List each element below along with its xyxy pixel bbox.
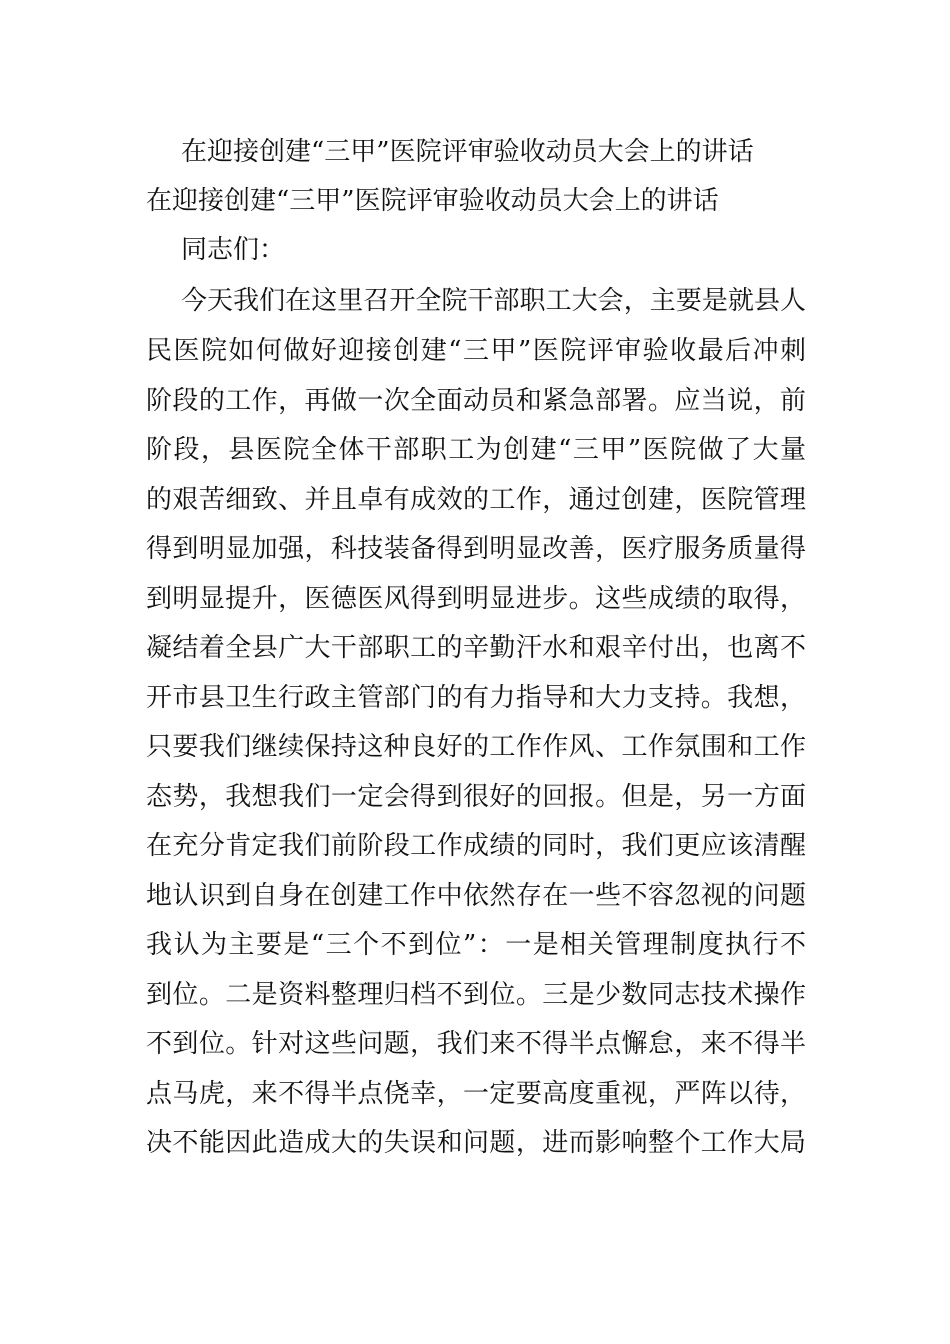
body-line: 开市县卫生行政主管部门的有力指导和大力支持。我想， xyxy=(146,683,806,713)
body-line: 在充分肯定我们前阶段工作成绩的同时，我们更应该清醒 xyxy=(146,831,806,861)
body-line: 决不能因此造成大的失误和问题，进而影响整个工作大局 xyxy=(146,1128,806,1158)
body-line: 态势，我想我们一定会得到很好的回报。但是，另一方面 xyxy=(146,782,806,812)
document-title: 在迎接创建“三甲”医院评审验收动员大会上的讲话 xyxy=(181,137,754,167)
body-line: 的艰苦细致、并且卓有成效的工作，通过创建，医院管理 xyxy=(146,485,806,515)
body-line: 今天我们在这里召开全院干部职工大会，主要是就县人 xyxy=(181,286,806,316)
body-line: 民医院如何做好迎接创建“三甲”医院评审验收最后冲刺 xyxy=(146,336,806,366)
body-line: 阶段，县医院全体干部职工为创建“三甲”医院做了大量 xyxy=(146,435,806,465)
body-line: 点马虎，来不得半点侥幸，一定要高度重视，严阵以待， xyxy=(146,1079,806,1109)
salutation: 同志们： xyxy=(181,235,286,265)
body-line: 到明显提升，医德医风得到明显进步。这些成绩的取得， xyxy=(146,584,806,614)
document-title-repeat: 在迎接创建“三甲”医院评审验收动员大会上的讲话 xyxy=(146,186,719,216)
body-line: 我认为主要是“三个不到位”：一是相关管理制度执行不 xyxy=(146,930,806,960)
body-line: 到位。二是资料整理归档不到位。三是少数同志技术操作 xyxy=(146,980,806,1010)
body-line: 只要我们继续保持这种良好的工作作风、工作氛围和工作 xyxy=(146,732,806,762)
body-line: 得到明显加强，科技装备得到明显改善，医疗服务质量得 xyxy=(146,534,806,564)
body-line: 地认识到自身在创建工作中依然存在一些不容忽视的问题 xyxy=(146,881,806,911)
body-line: 阶段的工作，再做一次全面动员和紧急部署。应当说，前 xyxy=(146,386,806,416)
body-line: 凝结着全县广大干部职工的辛勤汗水和艰辛付出，也离不 xyxy=(146,633,806,663)
body-line: 不到位。针对这些问题，我们来不得半点懈怠，来不得半 xyxy=(146,1029,806,1059)
